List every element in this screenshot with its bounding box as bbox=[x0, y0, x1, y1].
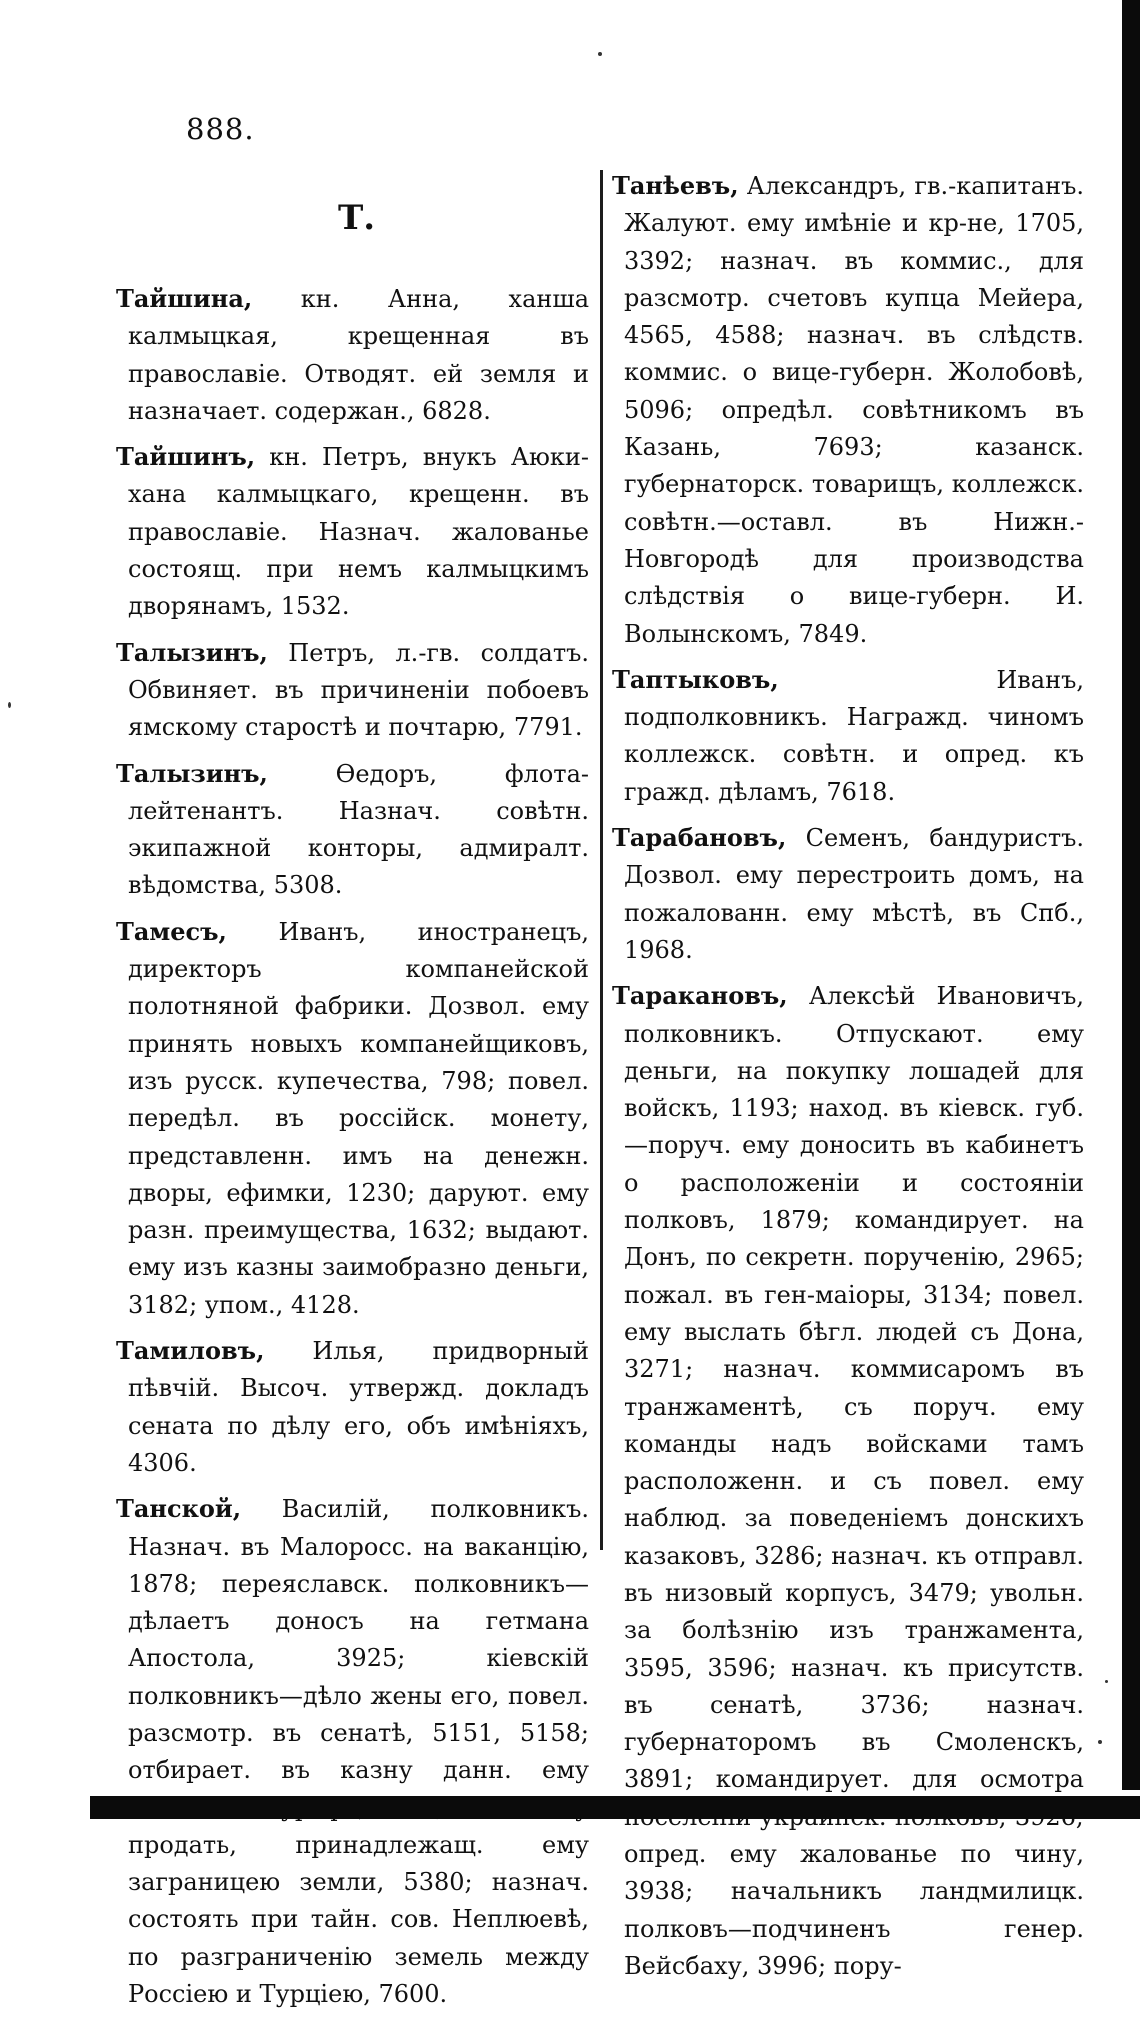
scan-bottom-shadow bbox=[90, 1796, 1140, 1819]
entry-tarabanov bbox=[612, 819, 1084, 969]
entry-tanskoi bbox=[116, 1490, 589, 2013]
entry-tarakanov bbox=[612, 977, 1084, 1985]
entry-text: Василій, полковникъ. Назнач. въ Малоросс. на ваканцію, 1878; переяславск. полковникъ—дѣлаетъ доносъ на гетмана Апостола, 3925; кіевскій полковникъ—дѣло жены его, повел. разсмотр. въ сенатѣ, 5151, 5158; отбирает. въ казну данн. ему продать, принадлежащ. ему заграницею земли, 5380; назнач. состоять при тайн. сов. Неплюевѣ, по разграниченію земель между Россіею и Турціею, 7600. bbox=[128, 1495, 589, 2009]
entry-tamilov bbox=[116, 1332, 589, 1482]
scan-speck bbox=[8, 702, 11, 708]
entry-text: Иванъ, иностранецъ, директоръ компанейской полотняной фабрики. Дозвол. ему принять новыхъ компанейщиковъ, изъ русск. купечества, 798; повел. передѣл. въ россійск. монету, представленн. имъ на денежн. дворы, ефимки, 1230; дарyют. ему разн. преимущества, 1632; выдают. ему изъ казны заимобразно деньги, 3182; упом., 4128. bbox=[128, 917, 589, 1319]
entry-head: Таптыковъ, bbox=[612, 664, 779, 694]
entry-taneev bbox=[612, 167, 1084, 653]
scan-speck bbox=[598, 52, 602, 56]
left-column bbox=[116, 280, 589, 2021]
entry-taptykov bbox=[612, 661, 1084, 811]
section-letter: Т. bbox=[338, 198, 376, 238]
right-column bbox=[612, 167, 1084, 1993]
entry-talyzin-fedor bbox=[116, 755, 589, 905]
entry-head: Тамесъ, bbox=[116, 916, 227, 946]
entry-head: Таракановъ, bbox=[612, 981, 788, 1011]
entry-text: Илья, придворный пѣвчій. Высоч. утвержд. докладъ сената по дѣлу его, объ имѣніяхъ, 4306. bbox=[128, 1337, 589, 1477]
entry-tames bbox=[116, 913, 589, 1324]
page-number: 888. bbox=[186, 112, 255, 146]
entry-taishina bbox=[116, 280, 589, 430]
entry-text: кн. Анна, ханша калмыцкая, крещенная въ православіе. Отводят. ей земля и назначает. содержан., 6828. bbox=[128, 285, 589, 425]
entry-text: Семенъ, бандуристъ. Дозвол. ему перестроить домъ, на пожалованн. ему мѣстѣ, въ Спб., 1968. bbox=[624, 824, 1084, 964]
entry-text: кн. Петръ, внукъ Аюки-хана калмыцкаго, крещенн. въ православіе. Назнач. жалованье состоящ. при немъ калмыцкимъ дворянамъ, 1532. bbox=[128, 443, 589, 621]
entry-text: Иванъ, подполковникъ. Награжд. чиномъ коллежск. совѣтн. и опред. къ гражд. дѣламъ, 7618. bbox=[624, 665, 1084, 806]
scan-speck bbox=[1105, 1680, 1108, 1683]
entry-text: Петръ, л.-гв. солдатъ. Обвиняет. въ причиненіи побоевъ ямскому старостѣ и почтарю, 7791. bbox=[128, 638, 589, 742]
entry-head: Танской, bbox=[116, 1494, 242, 1524]
entry-head: Тарабановъ, bbox=[612, 823, 787, 853]
scan-speck bbox=[1098, 1740, 1102, 1744]
entry-text: Ѳедоръ, флота-лейтенантъ. Назнач. совѣтн. экипажной конторы, адмиралт. вѣдомства, 5308. bbox=[128, 759, 589, 900]
entry-text: Алексѣй Ивановичъ, полковникъ. Отпускают. ему деньги, на покупку лошадей для войскъ, 1193; наход. въ кіевск. губ.—поруч. ему доносить въ кабинетъ о расположеніи и состояніи полковъ, 1879; командирует. на Донъ, по секретн. порученію, 2965; пожал. въ ген-маіоры, 3134; повел. ему выслать бѣгл. людей съ Дона, 3271; назнач. коммисаромъ въ транжаментѣ, съ поруч. ему команды надъ войсками тамъ расположенн. и съ повел. ему наблюд. за поведеніемъ донскихъ казаковъ, 3286; назнач. къ отправл. въ низовый корпусъ, 3479; увольн. за болѣзнію изъ транжамента, 3595, 3596; назнач. къ присутств. въ сенатѣ, 3736; назнач. губернаторомъ въ Смоленскъ, 3891; командирует. для осмотра опред. ему жалованье по чину, 3938; начальникъ ландмилицк. полковъ—подчиненъ генер. Вейсбаху, 3996; пору- bbox=[624, 982, 1084, 1980]
column-divider bbox=[600, 170, 603, 1550]
entry-head: Тайшина, bbox=[116, 284, 253, 313]
scan-edge-shadow bbox=[1122, 0, 1140, 1790]
entry-text: Александръ, гв.-капитанъ. Жалуют. ему имѣніе и кр-не, 1705, 3392; назнач. въ коммис., для разсмотр. счетовъ купца Мейера, 4565, 4588; назнач. въ слѣдств. коммис. о вице-губерн. Жолобовѣ, 5096; опредѣл. совѣтникомъ въ Казань, 7693; казанск. губернаторск. товарищъ, коллежск. совѣтн.—оставл. въ Нижн.-Новгородѣ для производства слѣдствія о вице-губерн. И. Волынскомъ, 7849. bbox=[624, 172, 1084, 648]
entry-talyzin-petr bbox=[116, 634, 589, 747]
entry-head: Тайшинъ, bbox=[116, 442, 256, 472]
entry-head: Талызинъ, bbox=[116, 637, 268, 667]
entry-head: Талызинъ, bbox=[116, 758, 268, 788]
entry-head: Тамиловъ, bbox=[116, 1336, 265, 1366]
entry-head: Танѣевъ, bbox=[612, 171, 739, 200]
entry-taishin bbox=[116, 438, 589, 625]
